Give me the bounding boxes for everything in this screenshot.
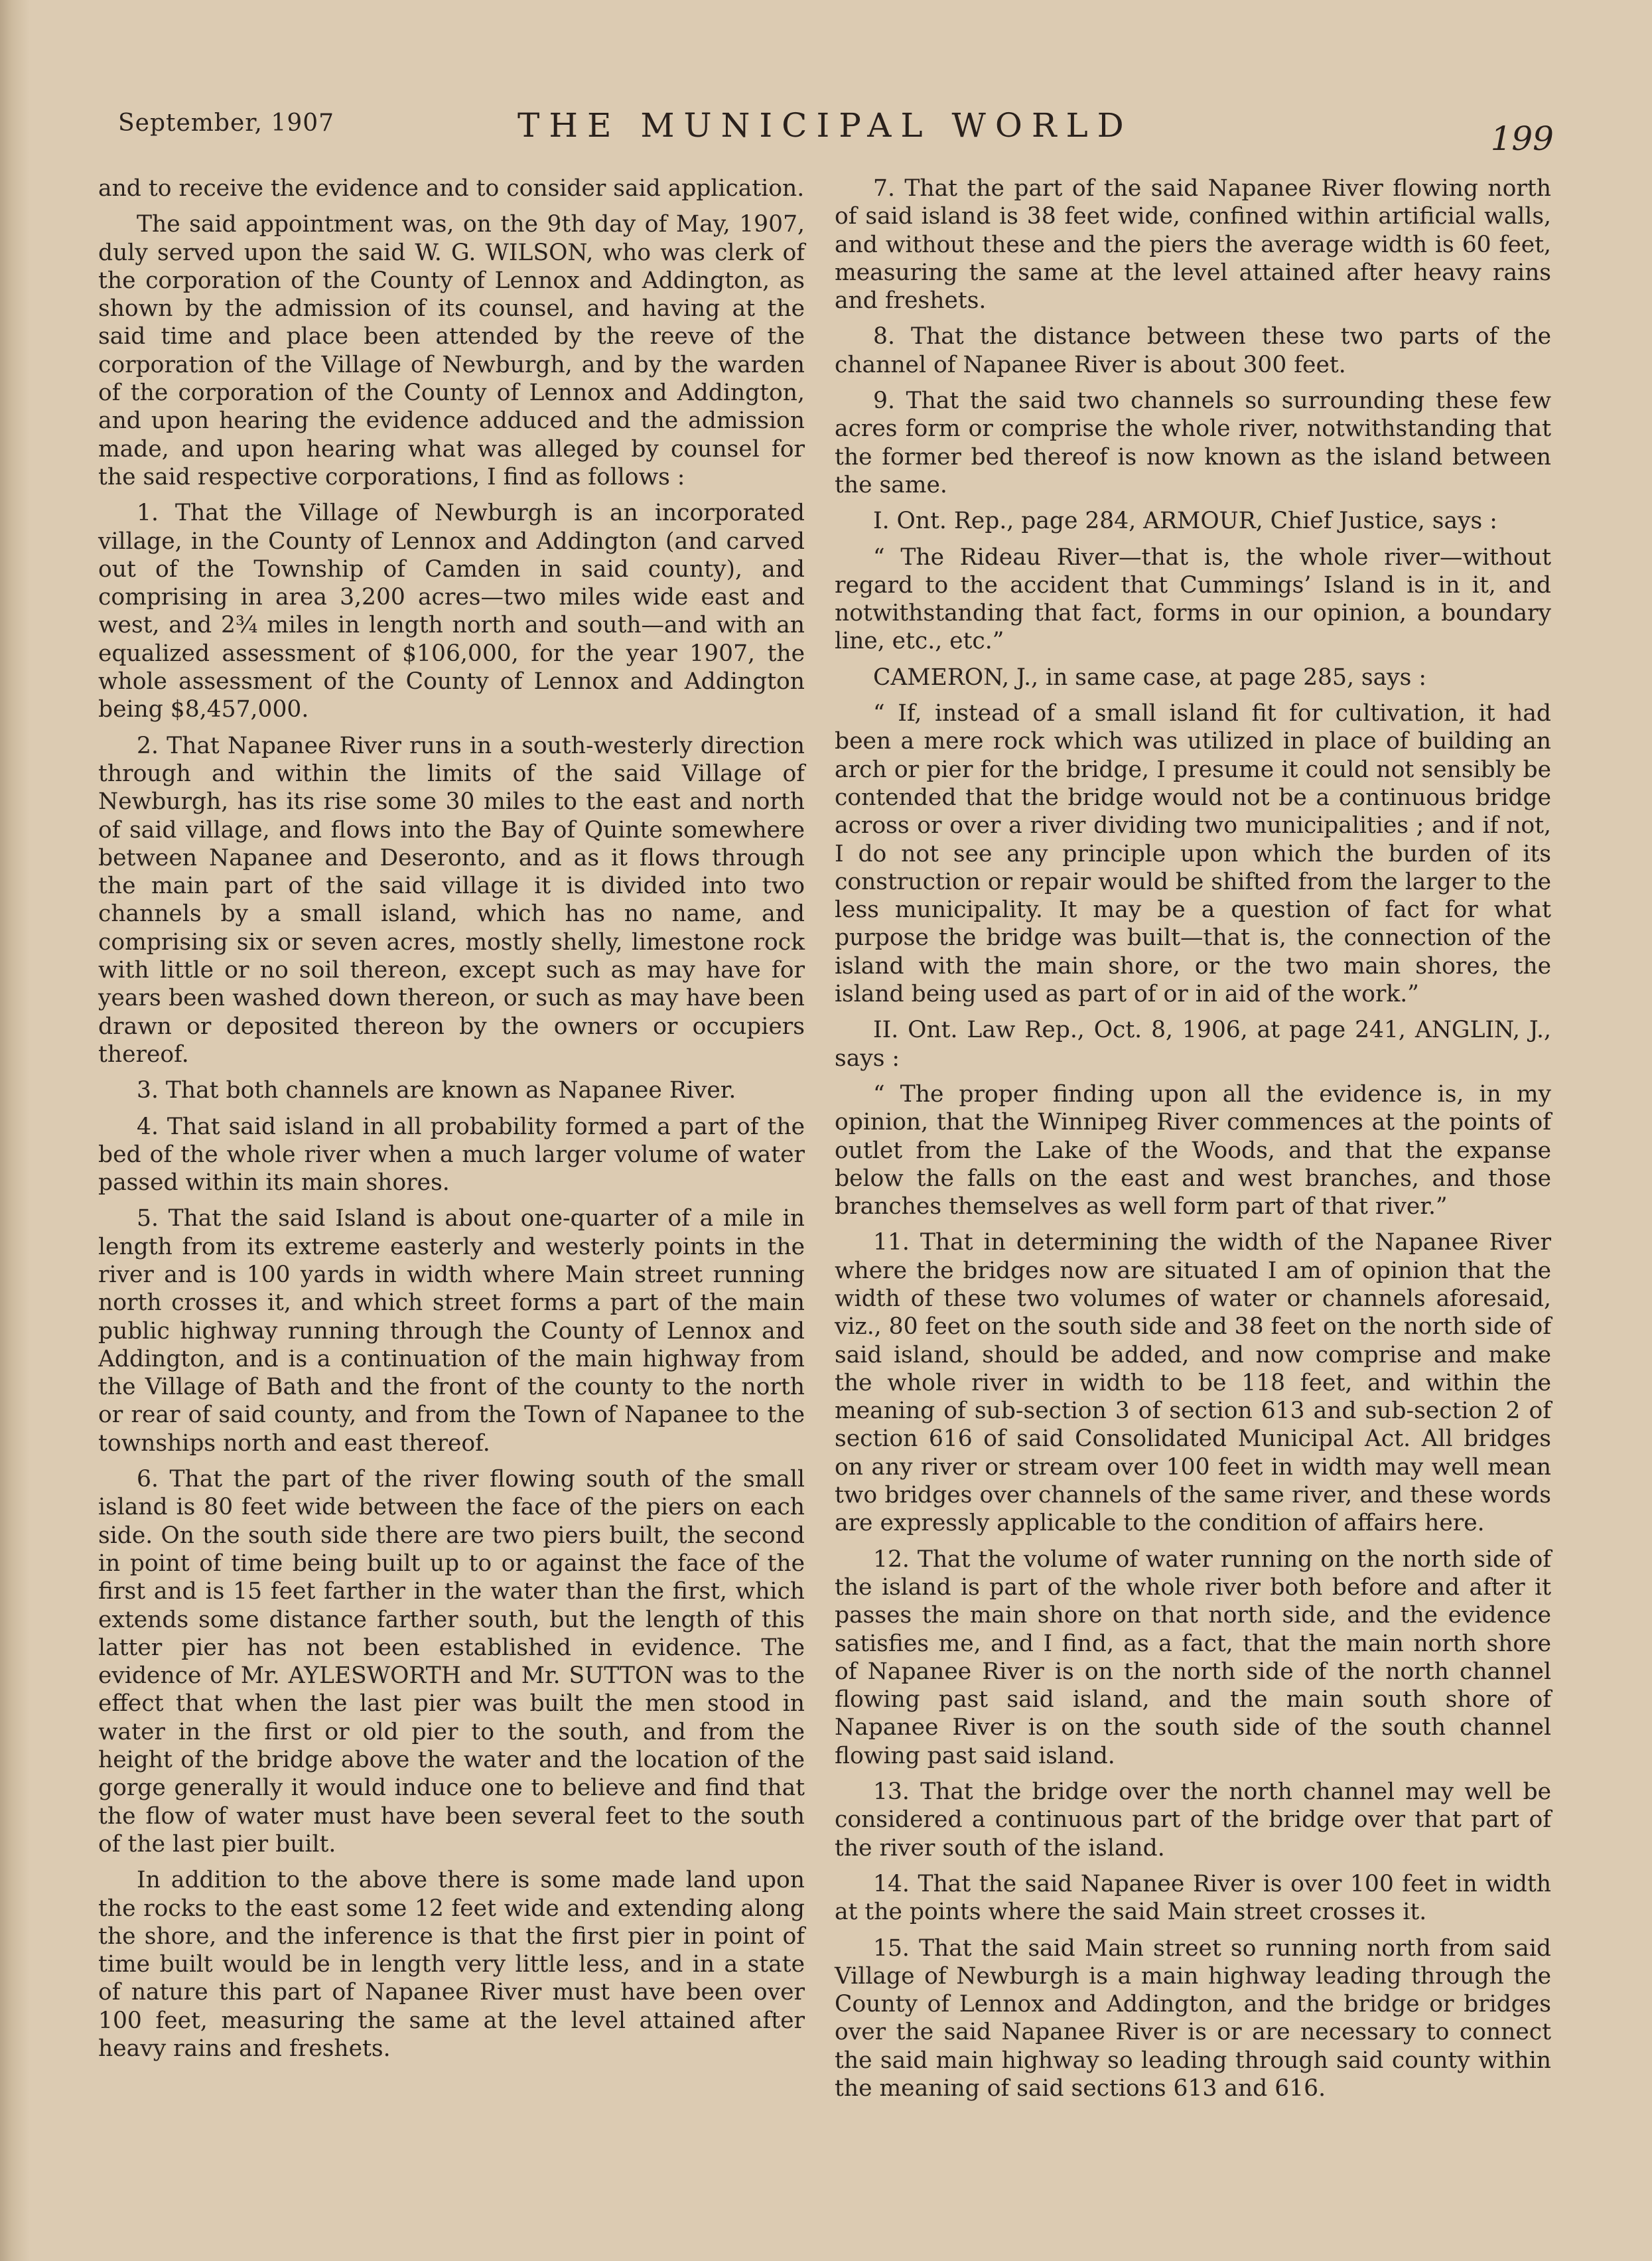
paragraph: CAMERON, J., in same case, at page 285, says : [873,664,1426,691]
paragraph: 4. That said island in all probability formed a part of the bed of the whole river when a much larger volume of water passed within its main shores. [98,1113,805,1197]
journal-title: THE MUNICIPAL WORLD [517,106,1133,145]
paragraph: 13. That the bridge over the north channel may well be considered a continuous part of the bridge over that part of the river south of the island. [835,1779,1551,1861]
paragraph: 5. That the said Island is about one-quarter of a mile in length from its extreme easterly and westerly points in the river and is 100 yards in width where Main street running north crosses it, and which street forms a part of the main public highway running through the County of Lennox and Addington, and is a continuation of the main highway from the Village of Bath and the front of the county to the north or rear of said county, and from the Town of Napanee to the townships north and east thereof. [98,1205,805,1457]
paragraph: 3. That both channels are known as Napanee River. [137,1077,736,1104]
paragraph: I. Ont. Rep., page 284, ARMOUR, Chief Justice, says : [873,508,1497,535]
left-column [98,175,805,2071]
paragraph: 2. That Napanee River runs in a south-westerly direction through and within the limits of the said Village of Newburgh, has its rise some 30 miles to the east and north of said village, and flows into the Bay of Quinte somewhere between Napanee and Deseronto, and as it flows through the main part of the said village it is divided into two channels by a small island, which has no name, and comprising six or seven acres, mostly shelly, limestone rock with little or no soil thereon, except such as may have for years been washed down thereon, or such as may have been drawn or deposited thereon by the owners or occupiers thereof. [98,732,805,1068]
paragraph: 9. That the said two channels so surrounding these few acres form or comprise the whole river, notwithstanding that the former bed thereof is now known as the island between the same. [835,388,1551,498]
paragraph: 12. That the volume of water running on the north side of the island is part of the whole river both before and after it passes the main shore on that north side, and the evidence satisfies me, and I find, as a fact, that the main north shore of Napanee River is on the north side of the north channel flowing past said island, and the main south shore of Napanee River is on the south side of the south channel flowing past said island. [835,1546,1551,1769]
paragraph: 7. That the part of the said Napanee River flowing north of said island is 38 feet wide, confined within artificial walls, and without these and the piers the average width is 60 feet, measuring the same at the level attained after heavy rains and freshets. [835,175,1551,315]
page-header [0,106,1652,159]
paragraph: and to receive the evidence and to consider said application. [98,175,805,202]
page-number: 199 [1490,119,1554,158]
quotation: “ If, instead of a small island fit for cultivation, it had been a mere rock which was utilized in place of building an arch or pier for the bridge, I presume it could not sensibly be contended that the bridge would not be a continuous bridge across or over a river dividing two municipalities ; and if not, I do not see any principle upon which the burden of its construction or repair would be shifted from the larger to the less municipality. It may be a question of fact for what purpose the bridge was built—that is, the connection of the island with the main shore, or the two main shores, the island being used as part of or in aid of the work.” [835,700,1551,1008]
paragraph: The said appointment was, on the 9th day of May, 1907, duly served upon the said W. G. WILSON, who was clerk of the corporation of the County of Lennox and Addington, as shown by the admission of its counsel, and having at the said time and place been attended by the reeve of the corporation of the Village of Newburgh, and by the warden of the corporation of the County of Lennox and Addington, and upon hearing the evidence adduced and the admission made, and upon hearing what was alleged by counsel for the said respective corporations, I find as follows : [98,211,805,490]
paragraph: 15. That the said Main street so running north from said Village of Newburgh is a main highway leading through the County of Lennox and Addington, and the bridge or bridges over the said Napanee River is or are necessary to connect the said main highway so leading through said county within the meaning of said sections 613 and 616. [835,1934,1551,2102]
quotation: “ The Rideau River—that is, the whole river—without regard to the accident that Cummings’ Island is in it, and notwithstanding that fact, forms in our opinion, a boundary line, etc., etc.” [835,544,1551,655]
paragraph: 1. That the Village of Newburgh is an incorporated village, in the County of Lennox and Addington (and carved out of the Township of Camden in said county), and comprising in area 3,200 acres—two miles wide east and west, and 2¾ miles in length north and south—and with an equalized assessment of $106,000, for the year 1907, the whole assessment of the County of Lennox and Addington being $8,457,000. [98,500,805,723]
paragraph: 11. That in determining the width of the Napanee River where the bridges now are situated I am of opinion that the width of these two volumes of water or channels aforesaid, viz., 80 feet on the south side and 38 feet on the north side of said island, should be added, and now comprise and make the whole river in width to be 118 feet, and within the meaning of sub-section 3 of section 613 and sub-section 2 of section 616 of said Consolidated Municipal Act. All bridges on any river or stream over 100 feet in width may well mean two bridges over channels of the same river, and these words are expressly applicable to the condition of affairs here. [835,1229,1551,1537]
paragraph: In addition to the above there is some made land upon the rocks to the east some 12 feet wide and extending along the shore, and the inference is that the first pier in point of time built would be in length very little less, and in a state of nature this part of Napanee River must have been over 100 feet, measuring the same at the level attained after heavy rains and freshets. [98,1867,805,2062]
right-column [835,175,1551,2110]
paragraph: 8. That the distance between these two parts of the channel of Napanee River is about 300 feet. [835,323,1551,378]
paragraph: II. Ont. Law Rep., Oct. 8, 1906, at page 241, ANGLIN, J., says : [835,1017,1551,1072]
quotation: “ The proper finding upon all the evidence is, in my opinion, that the Winnipeg River commences at the points of outlet from the Lake of the Woods, and that the expanse below the falls on the east and west branches, and those branches themselves as well form part of that river.” [835,1080,1551,1220]
paragraph: 14. That the said Napanee River is over 100 feet in width at the points where the said Main street crosses it. [835,1870,1551,1926]
paragraph: 6. That the part of the river flowing south of the small island is 80 feet wide between the face of the piers on each side. On the south side there are two piers built, the second in point of time being built up to or against the face of the first and is 15 feet farther in the water than the first, which extends some distance farther south, but the length of this latter pier has not been established in evidence. The evidence of Mr. AYLESWORTH and Mr. SUTTON was to the effect that when the last pier was built the men stood in water in the first or old pier to the south, and from the height of the bridge above the water and the location of the gorge generally it would induce one to believe and find that the flow of water must have been several feet to the south of the last pier built. [98,1466,805,1858]
issue-date: September, 1907 [118,109,335,137]
